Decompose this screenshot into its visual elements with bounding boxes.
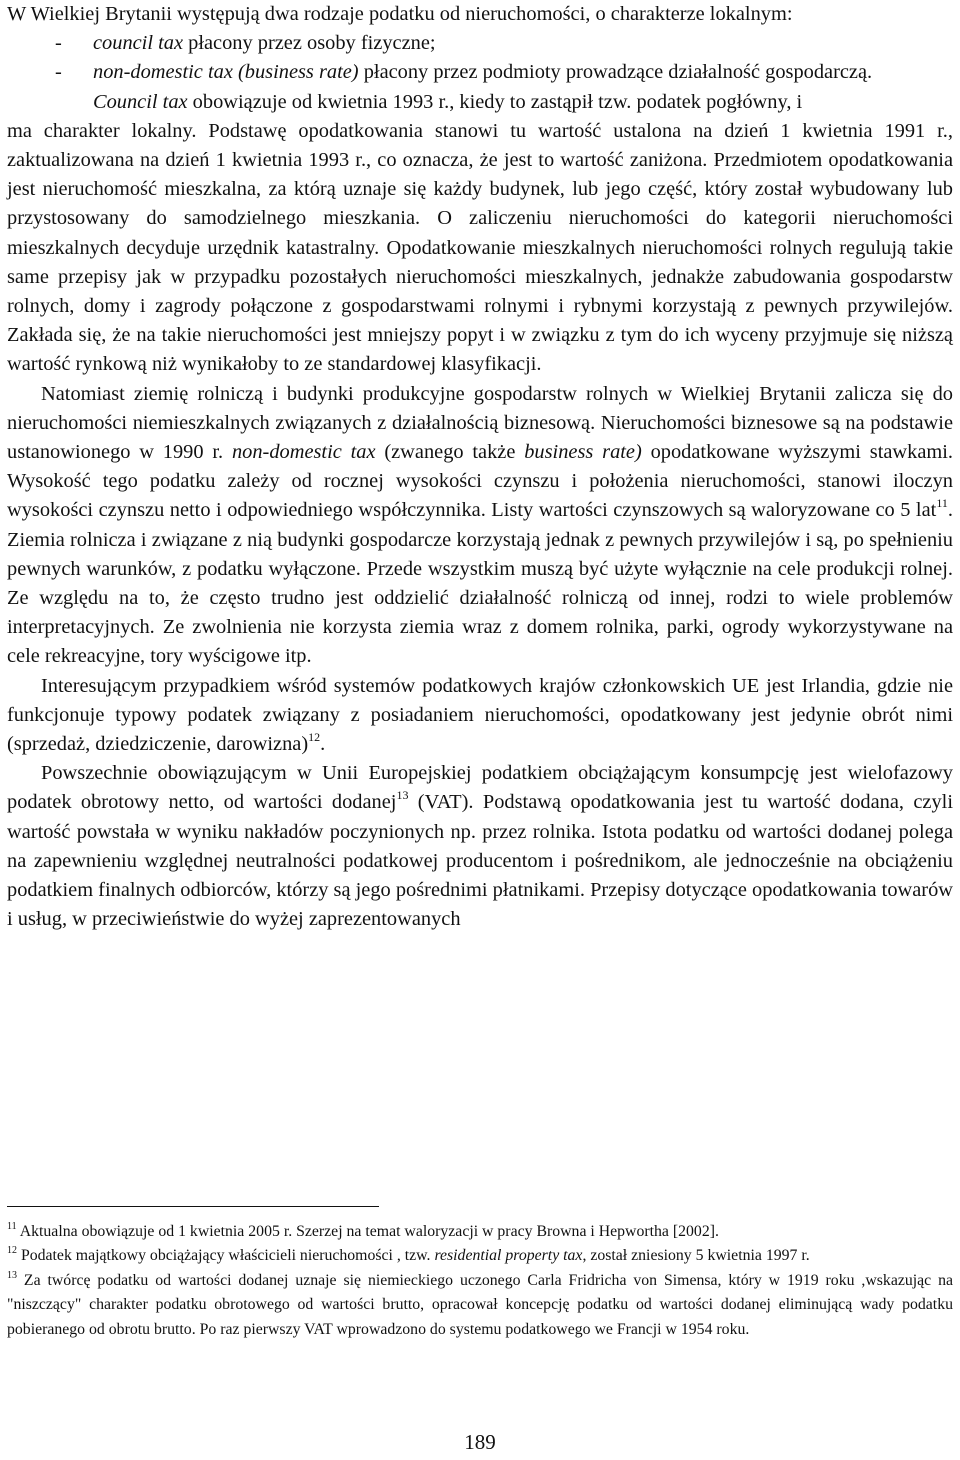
text-segment: opodatkowane wyższymi stawkami. Wysokość tego podatku zależy od rocznej wysokości czynszu i położenia nieruchomości, stanowi iloczyn wysokości czynszu netto i odpowiedniego współczynnika. Listy wartości czynszowych są waloryzowane co 5 lat [7,441,954,522]
text-segment: . [320,733,326,756]
paragraph-council-tax: ma charakter lokalny. Podstawę opodatkowania stanowi tu wartość ustalona na dzień 1 kwietnia 1991 r., zaktualizowana na dzień 1 kwietnia 1993 r., co oznacza, że jest to wartość zaniżona. Przedmiotem opodatkowania jest nieruchomość mieszkalna, za którą uznaje się każdy budynek, lub jego część, który został wybudowany lub przystosowany do samodzielnego mieszkania. O zaliczeniu nieruchomości do kategorii nieruchomości mieszkalnych decyduje urzędnik katastralny. Opodatkowanie mieszkalnych nieruchomości rolnych regulują takie same przepisy jak w przypadku pozostałych nieruchomości mieszkalnych, jednakże zabudowania gospodarstw rolnych, domy i zagrody połączone z gospodarstwami rolnymi i rybnymi korzystają z pewnych przywilejów. Zakłada się, że na takie nieruchomości jest mniejszy popyt i w związku z tym do ich wyceny przyjmuje się niższą wartość rynkową niż wynikałoby to ze standardowej klasyfikacji. [7,119,953,376]
text-segment: . Ziemia rolnicza i związane z nią budynki gospodarcze korzystają jednak z pewnych przywilejów i są, po spełnieniu pewnych warunków, z podatku wyłączone. Przede wszystkim muszą być użyte wyłącznie na cele produkcji rolnej. Ze względu na to, że często trudno jest oddzielić działalność rolniczą od innej, rodzi to wiele problemów interpretacyjnych. Ze zwolnienia nie korzysta ziemia wraz z domem rolnika, parki, ogrody wykorzystywane na cele rekreacyjne, tory wyścigowe itp. [7,499,953,668]
footnote-12 [7,1244,953,1268]
intro-paragraph: W Wielkiej Brytanii występują dwa rodzaje podatku od nieruchomości, o charakterze lokalnym: [7,3,793,25]
footnote-number: 13 [7,1269,17,1281]
term-council-tax: Council tax [93,90,188,113]
footnote-number: 11 [7,1221,17,1232]
term-business-rate: business rate) [524,441,642,464]
page-number: 189 [464,1430,496,1454]
footnote-ref-13[interactable]: 13 [396,788,409,803]
footnote-ref-11[interactable]: 11 [936,496,948,511]
list-term: council tax [93,32,184,55]
paragraph-ireland [7,672,953,760]
paragraph-agricultural-land [7,380,953,672]
footnote-separator [7,1206,379,1207]
footnote-text: Za twórcę podatku od wartości dodanej uznaje się niemieckiego uczonego Carla Fridricha von Simensa, który w 1919 roku ,wskazując na "niszczący" charakter podatku obrotowego od wartości brutto, opracował koncepcję podatku od wartości dodanej eliminującą wady podatku pobieranego od obrotu brutto. Po raz pierwszy VAT wprowadzono do systemu podatkowego we Francji w 1954 roku. [7,1271,953,1338]
list-term: non-domestic tax (business rate) [93,61,359,84]
term-non-domestic-tax: non-domestic tax [231,441,376,464]
list-item [7,29,953,58]
list-text: płacony przez osoby fizyczne; [183,32,436,55]
text-segment: Interesującym przypadkiem wśród systemów podatkowych krajów członkowskich UE jest Irlandia, gdzie nie funkcjonuje typowy podatek związany z posiadaniem nieruchomości, opodatkowany jest jedynie obrót nimi (sprzedaż, dziedziczenie, darowizna) [7,674,953,756]
list-dash: - [55,61,62,84]
main-text [7,0,953,935]
footnote-11 [7,1220,953,1244]
footnote-text: Aktualna obowiązuje od 1 kwietnia 2005 r. Szerzej na temat waloryzacji w pracy Browna i Hepwortha [2002]. [16,1223,719,1240]
document-page [7,0,953,935]
footnote-text: , został zniesiony 5 kwietnia 1997 r. [582,1247,810,1265]
text-segment: Powszechnie obowiązującym w Unii Europejskiej podatkiem obciążającym konsumpcję jest wielofazowy podatek obrotowy netto, od wartości dodanej [7,762,953,814]
list-text: płacony przez podmioty prowadzące działalność gospodarczą. [358,61,873,84]
footnotes [7,1220,953,1342]
footnote-ref-12[interactable]: 12 [308,730,321,745]
term-residential-property-tax: residential property tax [434,1247,583,1265]
text-segment: Natomiast ziemię rolniczą i budynki produkcyjne gospodarstw rolnych w Wielkiej Brytanii zalicza się do nieruchomości niemieszkalnych związanych z działalnością biznesową. Nieruchomości biznesowe są na podstawie ustanowionego w 1990 r. [7,382,953,464]
tax-type-list [7,29,953,87]
text-segment: (VAT). Podstawą opodatkowania jest tu wartość dodana, czyli wartość powstała w wyniku nakładów poczynionych np. przez rolnika. Istota podatku od wartości dodanej polega na zapewnieniu względnej neutralności podatkowej producentom i pośrednikom, ale jednocześnie na obciążeniu podatkiem finalnych odbiorców, którzy są jego pośrednimi płatnikami. Przepisy dotyczące opodatkowania towarów i usług, w przeciwieństwie do wyżej zaprezentowanych [7,791,954,931]
footnote-number: 12 [7,1245,17,1257]
footnote-13 [7,1269,953,1342]
list-item [7,58,953,87]
list-continuation [7,88,953,117]
paragraph-vat [7,759,953,934]
continuation-text: obowiązuje od kwietnia 1993 r., kiedy to zastąpił tzw. podatek pogłówny, i [187,90,803,113]
list-dash: - [55,32,62,55]
text-segment: (zwanego także [375,441,525,464]
footnote-text: Podatek majątkowy obciążający właścicieli nieruchomości , tzw. [17,1247,435,1265]
